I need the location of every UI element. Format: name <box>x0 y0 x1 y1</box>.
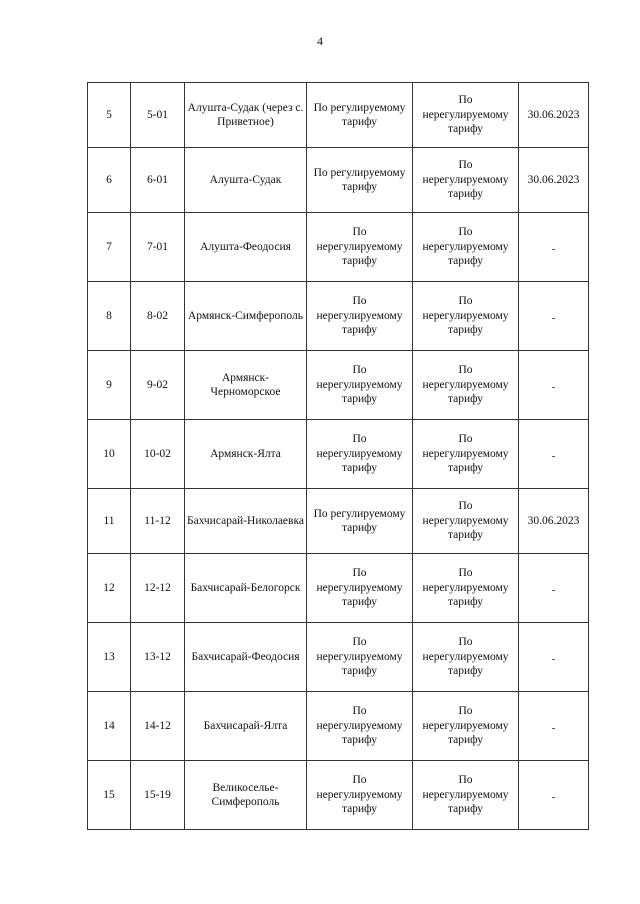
date-value: - <box>551 381 556 393</box>
row-number-cell: 14 <box>88 692 131 761</box>
date-value: 30.06.2023 <box>527 108 580 121</box>
routes-table <box>87 82 589 830</box>
tariff-type-cell: По нерегулируемому тарифу <box>413 489 519 554</box>
date-cell <box>519 213 589 282</box>
route-name-cell: Бахчисарай-Ялта <box>185 692 307 761</box>
date-value: - <box>551 791 556 803</box>
tariff-type-cell: По нерегулируемому тарифу <box>307 623 413 692</box>
route-name-cell: Бахчисарай-Феодосия <box>185 623 307 692</box>
date-cell <box>519 282 589 351</box>
date-cell <box>519 623 589 692</box>
table-row <box>88 761 589 830</box>
table-row <box>88 554 589 623</box>
date-value: - <box>551 450 556 462</box>
tariff-type-cell: По регулируемому тарифу <box>307 489 413 554</box>
route-code-cell: 9-02 <box>131 351 185 420</box>
route-code-cell: 10-02 <box>131 420 185 489</box>
row-number-cell: 15 <box>88 761 131 830</box>
table-row <box>88 83 589 148</box>
date-value: - <box>551 312 556 324</box>
tariff-type-cell: По нерегулируемому тарифу <box>413 351 519 420</box>
date-value: - <box>551 653 556 665</box>
route-name-cell: Алушта-Судак (через с. Приветное) <box>185 83 307 148</box>
route-code-cell: 14-12 <box>131 692 185 761</box>
route-code-cell: 12-12 <box>131 554 185 623</box>
date-value: - <box>551 584 556 596</box>
row-number-cell: 11 <box>88 489 131 554</box>
route-name-cell: Алушта-Феодосия <box>185 213 307 282</box>
table-row <box>88 692 589 761</box>
tariff-type-cell: По нерегулируемому тарифу <box>413 761 519 830</box>
tariff-type-cell: По нерегулируемому тарифу <box>413 554 519 623</box>
tariff-type-cell: По нерегулируемому тарифу <box>307 554 413 623</box>
route-name-cell: Бахчисарай-Николаевка <box>185 489 307 554</box>
table-row <box>88 420 589 489</box>
row-number-cell: 12 <box>88 554 131 623</box>
row-number-cell: 9 <box>88 351 131 420</box>
tariff-type-cell: По нерегулируемому тарифу <box>307 282 413 351</box>
date-value: - <box>551 243 556 255</box>
row-number-cell: 8 <box>88 282 131 351</box>
row-number-cell: 5 <box>88 83 131 148</box>
date-cell <box>519 148 589 213</box>
tariff-type-cell: По нерегулируемому тарифу <box>413 692 519 761</box>
route-code-cell: 5-01 <box>131 83 185 148</box>
table-row <box>88 489 589 554</box>
table-row <box>88 351 589 420</box>
tariff-type-cell: По регулируемому тарифу <box>307 83 413 148</box>
tariff-type-cell: По нерегулируемому тарифу <box>413 420 519 489</box>
date-cell <box>519 692 589 761</box>
tariff-type-cell: По нерегулируемому тарифу <box>307 761 413 830</box>
route-name-cell: Алушта-Судак <box>185 148 307 213</box>
tariff-type-cell: По нерегулируемому тарифу <box>307 692 413 761</box>
table-row <box>88 282 589 351</box>
date-value: 30.06.2023 <box>527 173 580 186</box>
row-number-cell: 13 <box>88 623 131 692</box>
route-name-cell: Армянск-Черноморское <box>185 351 307 420</box>
tariff-type-cell: По нерегулируемому тарифу <box>307 420 413 489</box>
date-cell <box>519 554 589 623</box>
route-code-cell: 8-02 <box>131 282 185 351</box>
tariff-type-cell: По нерегулируемому тарифу <box>413 213 519 282</box>
date-cell <box>519 489 589 554</box>
tariff-type-cell: По нерегулируемому тарифу <box>307 213 413 282</box>
routes-table-body <box>88 83 589 830</box>
tariff-type-cell: По регулируемому тарифу <box>307 148 413 213</box>
route-code-cell: 15-19 <box>131 761 185 830</box>
row-number-cell: 6 <box>88 148 131 213</box>
row-number-cell: 7 <box>88 213 131 282</box>
tariff-type-cell: По нерегулируемому тарифу <box>413 623 519 692</box>
tariff-type-cell: По нерегулируемому тарифу <box>413 83 519 148</box>
route-code-cell: 6-01 <box>131 148 185 213</box>
route-code-cell: 13-12 <box>131 623 185 692</box>
route-name-cell: Армянск-Ялта <box>185 420 307 489</box>
table-row <box>88 148 589 213</box>
date-cell <box>519 351 589 420</box>
page-number: 4 <box>317 34 323 48</box>
route-name-cell: Великоселье-Симферополь <box>185 761 307 830</box>
row-number-cell: 10 <box>88 420 131 489</box>
date-cell <box>519 83 589 148</box>
tariff-type-cell: По нерегулируемому тарифу <box>413 282 519 351</box>
table-row <box>88 623 589 692</box>
route-code-cell: 11-12 <box>131 489 185 554</box>
route-name-cell: Бахчисарай-Белогорск <box>185 554 307 623</box>
date-cell <box>519 420 589 489</box>
tariff-type-cell: По нерегулируемому тарифу <box>307 351 413 420</box>
tariff-type-cell: По нерегулируемому тарифу <box>413 148 519 213</box>
date-value: 30.06.2023 <box>527 514 580 527</box>
route-code-cell: 7-01 <box>131 213 185 282</box>
date-value: - <box>551 722 556 734</box>
date-cell <box>519 761 589 830</box>
route-name-cell: Армянск-Симферополь <box>185 282 307 351</box>
table-row <box>88 213 589 282</box>
